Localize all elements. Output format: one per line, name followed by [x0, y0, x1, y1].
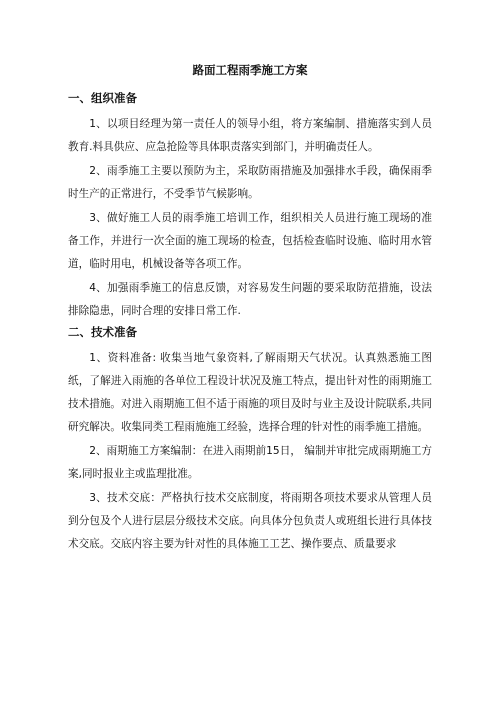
paragraph: 2、雨期施工方案编制：在进入雨期前15日， 编制并审批完成雨期施工方案,同时报业主或监理批准。	[68, 445, 432, 480]
paragraph: 1、以项目经理为第一责任人的领导小组，将方案编制、措施落实到人员教育.料具供应、应急抢险等具体职责落实到部门，并明确责任人。	[68, 118, 432, 153]
paragraph: 4、加强雨季施工的信息反馈，对容易发生问题的要采取防范措施，设法排除隐患，同时合理的安排日常工作.	[68, 282, 432, 317]
document-title: 路面工程雨季施工方案	[192, 63, 308, 77]
section-heading: 一、组织准备	[68, 91, 137, 105]
section-organization	[68, 90, 432, 323]
paragraph: 3、做好施工人员的雨季施工培训工作，组织相关人员进行施工现场的准备工作，并进行一次全面的施工现场的检查，包括检查临时设施、临时用水管道，临时用电，机械设备等各项工作。	[68, 212, 432, 270]
paragraph: 3、技术交底：严格执行技术交底制度，将雨期各项技术要求从管理人员到分包及个人进行层层分级技术交底。向具体分包负责人或班组长进行具体技术交底。交底内容主要为针对性的具体施工工艺、操作要点、质量要求	[68, 492, 432, 550]
paragraph: 2、雨季施工主要以预防为主，采取防雨措施及加强排水手段，确保雨季时生产的正常进行，不受季节气候影响。	[68, 165, 432, 200]
paragraph: 1、资料准备: 收集当地气象资料,了解雨期天气状况。认真熟悉施工图纸，了解进入雨施的各单位工程设计状况及施工特点，提出针对性的雨期施工技术措施。对进入雨期施工但不适于雨施的项目及时与业主及设计院联系,共同研究解决。收集同类工程雨施施工经验，选择合理的针对性的雨季施工措施。	[68, 352, 432, 433]
section-technical	[68, 324, 432, 556]
section-heading: 二、技术准备	[68, 325, 137, 339]
